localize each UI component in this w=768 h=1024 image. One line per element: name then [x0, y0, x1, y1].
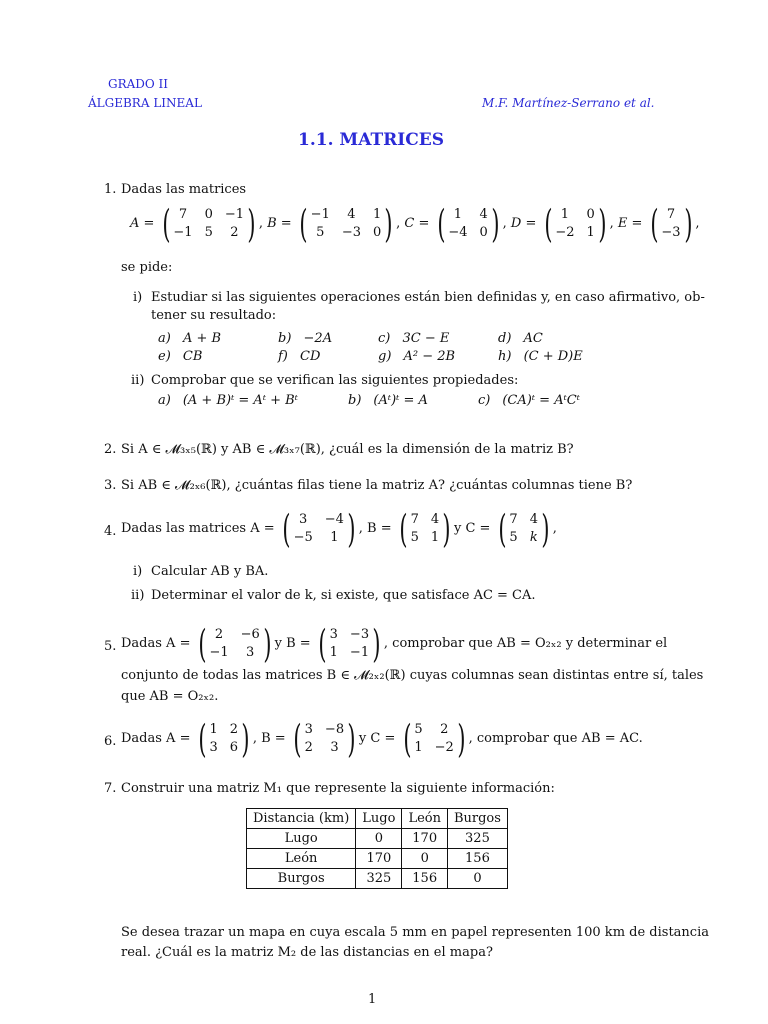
property-expression: (CA)ᵗ = AᵗCᵗ: [502, 393, 580, 408]
sep-b: , B =: [252, 731, 286, 747]
table-cell: 0: [402, 849, 448, 869]
matrix-entry: −1: [310, 207, 330, 222]
exercise-5-line2: conjunto de todas las matrices B ∈ 𝓜₂ₓ₂(ℝ) cuyas columnas sean distintas entre sí, tales: [121, 668, 704, 683]
operation-label: h): [498, 348, 516, 364]
matrix-entry: −3: [349, 627, 370, 642]
exercise-1-matrices: A = ( 7 0 −1 −1 5 2 ) , B = ( −1 4 1 5 −3 0 ) , C = ( 1 4 −4 0 ) , D = ( 1 0 −2 1 ) , E = ( 7 −3 ) ,: [130, 202, 700, 246]
matrix-entry: 5: [204, 225, 213, 240]
exercise-4-statement: [121, 507, 557, 551]
author-credit: M.F. Martínez-Serrano et al.: [482, 96, 655, 110]
matrix-entry: −1: [224, 207, 245, 222]
course-name: GRADO II: [108, 77, 169, 91]
matrix-entry: 5: [410, 530, 419, 545]
property-expression: (A + B)ᵗ = Aᵗ + Bᵗ: [182, 393, 298, 408]
matrix-entry: 7: [178, 207, 188, 222]
exercise-5-tail: , comprobar que AB = O₂ₓ₂ y determinar el: [383, 636, 668, 652]
matrix-c: ( 5 2 1 −2 ): [402, 717, 466, 761]
sep-b: y B =: [274, 636, 311, 652]
matrix-a: ( 3 −4 −5 1 ): [282, 507, 356, 551]
matrix-entry: 2: [304, 740, 313, 755]
table-cell: 170: [402, 829, 448, 849]
operation-label: e): [158, 348, 175, 364]
matrix-b: ( 7 4 5 1 ): [399, 507, 451, 551]
exercise-3-number: 3.: [104, 478, 117, 493]
property-label: c): [478, 393, 491, 408]
exercise-6-statement: [121, 717, 643, 761]
matrix-entry: −2: [555, 225, 575, 240]
operation-expression: CB: [182, 348, 203, 364]
se-pide-text: se pide:: [121, 260, 173, 275]
table-cell: León: [247, 849, 356, 869]
matrix-entry: −4: [448, 225, 468, 240]
operation-item: [378, 348, 498, 366]
property-label: a): [158, 393, 171, 408]
matrix-entry: 5: [509, 530, 518, 545]
matrix-entry: 1: [209, 722, 218, 737]
matrix-a: ( 2 −6 −1 3 ): [197, 622, 272, 666]
operation-item: [498, 330, 638, 348]
table-row: [247, 829, 508, 849]
matrix-entry: 7: [509, 512, 518, 527]
matrix-entry: 1: [586, 225, 595, 240]
matrix-a: ( 1 2 3 6 ): [197, 717, 250, 761]
operation-expression: −2A: [303, 331, 333, 346]
matrix-entry: 7: [410, 512, 419, 527]
matrix-entry: 3: [329, 627, 338, 642]
matrix-e: ( 7 −3 ): [649, 202, 693, 246]
sep-c: y C =: [453, 521, 491, 537]
table-header-cell: Lugo: [356, 809, 402, 829]
operation-expression: A + B: [182, 331, 222, 346]
matrix-entry: −4: [324, 512, 344, 527]
table-cell: 170: [356, 849, 402, 869]
operation-item: [278, 330, 378, 348]
item-i-text-line1: Estudiar si las siguientes operaciones están bien definidas y, en caso afirmativo, ob-: [151, 290, 705, 305]
matrix-entry: −5: [293, 530, 313, 545]
table-cell: 0: [356, 829, 402, 849]
operation-item: [378, 330, 498, 348]
property-item: [478, 392, 628, 410]
item-ii-label: ii): [131, 373, 145, 388]
table-header-cell: León: [402, 809, 448, 829]
exercise-7-number: 7.: [104, 781, 117, 796]
exercise-7-text: Construir una matriz M₁ que represente la siguiente información:: [121, 781, 555, 796]
property-expression: (Aᵗ)ᵗ = A: [373, 393, 428, 408]
table-cell: Lugo: [247, 829, 356, 849]
operation-label: a): [158, 331, 175, 346]
matrix-entry: −2: [434, 740, 454, 755]
sep-b: , B =: [358, 521, 392, 537]
table-cell: 0: [447, 869, 507, 889]
matrix-entry: 1: [414, 740, 423, 755]
ex4-item-ii-text: Determinar el valor de k, si existe, que satisface AC = CA.: [151, 588, 536, 603]
exercise-7-para-line1: Se desea trazar un mapa en cuya escala 5 mm en papel representen 100 km de distancia: [121, 925, 709, 940]
matrix-entry: 2: [230, 225, 239, 240]
matrix-entry: 4: [479, 207, 488, 222]
matrix-entry: 0: [373, 225, 382, 240]
table-row: [247, 869, 508, 889]
exercise-5-number: 5.: [104, 639, 117, 654]
exercise-5-statement: [121, 622, 668, 666]
matrix-entry: −3: [661, 225, 681, 240]
matrix-d: ( 1 0 −2 1 ): [543, 202, 607, 246]
matrix-entry: 3: [246, 645, 255, 660]
matrix-entry: 4: [529, 512, 538, 527]
operation-expression: CD: [300, 348, 321, 364]
matrix-b: ( −1 4 1 5 −3 0 ): [299, 202, 393, 246]
operation-expression: 3C − E: [402, 331, 450, 346]
operation-item: [158, 330, 278, 348]
operation-expression: A² − 2B: [403, 348, 456, 364]
operation-label: b): [278, 331, 296, 346]
matrix-entry: 0: [204, 207, 213, 222]
table-row: [247, 849, 508, 869]
item-ii-text: Comprobar que se verifican las siguientes propiedades:: [151, 373, 519, 388]
exercise-2-number: 2.: [104, 442, 117, 457]
operations-list: [158, 330, 638, 365]
matrix-entry: k: [529, 530, 538, 545]
matrix-entry: 1: [329, 645, 338, 660]
matrix-entry: 1: [430, 530, 440, 545]
subject-name: ÁLGEBRA LINEAL: [88, 96, 202, 110]
item-i-label: i): [133, 290, 143, 305]
table-header-cell: Burgos: [447, 809, 507, 829]
table-cell: 156: [447, 849, 507, 869]
matrix-entry: 3: [304, 722, 313, 737]
exercise-1-intro: Dadas las matrices: [121, 182, 247, 197]
matrix-entry: −6: [240, 627, 260, 642]
matrix-b: ( 3 −8 2 3 ): [293, 717, 356, 761]
matrix-entry: 1: [453, 207, 463, 222]
operation-label: f): [278, 348, 293, 364]
exercise-6-tail: , comprobar que AB = AC.: [468, 731, 643, 747]
exercise-5-line3: que AB = O₂ₓ₂.: [121, 689, 219, 704]
exercise-1-number: 1.: [104, 182, 117, 197]
operation-item: [498, 348, 638, 366]
matrix-entry: 2: [229, 722, 238, 737]
operation-expression: AC: [523, 331, 543, 346]
matrix-entry: −1: [173, 225, 193, 240]
property-item: [348, 392, 478, 410]
exercise-5-intro: Dadas A =: [121, 636, 191, 652]
exercise-6-number: 6.: [104, 734, 117, 749]
matrix-entry: 3: [330, 740, 339, 755]
exercise-3-text: Si AB ∈ 𝓜₂ₓ₆(ℝ), ¿cuántas filas tiene la matriz A? ¿cuántas columnas tiene B?: [121, 478, 633, 493]
matrix-entry: −1: [209, 645, 229, 660]
operation-item: [158, 348, 278, 366]
table-cell: 325: [447, 829, 507, 849]
matrix-entry: 1: [330, 530, 339, 545]
matrix-entry: 3: [299, 512, 308, 527]
matrix-entry: 1: [373, 207, 382, 222]
distance-table: [246, 808, 508, 889]
matrix-c: ( 1 4 −4 0 ): [436, 202, 500, 246]
matrix-entry: −8: [324, 722, 345, 737]
ex4-item-i-label: i): [133, 564, 143, 579]
matrix-entry: −1: [349, 645, 370, 660]
exercise-6-intro: Dadas A =: [121, 731, 191, 747]
matrix-a: ( 7 0 −1 −1 5 2 ): [161, 202, 256, 246]
exercise-2-text: Si A ∈ 𝓜₃ₓ₅(ℝ) y AB ∈ 𝓜₃ₓ₇(ℝ), ¿cuál es la dimensión de la matriz B?: [121, 442, 574, 457]
item-i-text-line2: tener su resultado:: [151, 308, 277, 323]
table-cell: 156: [402, 869, 448, 889]
matrix-entry: 2: [214, 627, 224, 642]
end-comma: ,: [552, 521, 557, 537]
table-cell: 325: [356, 869, 402, 889]
property-label: b): [348, 393, 362, 408]
page-title: 1.1. MATRICES: [298, 130, 444, 150]
matrix-entry: 0: [479, 225, 488, 240]
matrix-entry: 4: [347, 207, 356, 222]
operation-expression: (C + D)E: [523, 348, 583, 364]
matrix-b: ( 3 −3 1 −1 ): [318, 622, 381, 666]
exercise-7-para-line2: real. ¿Cuál es la matriz M₂ de las distancias en el mapa?: [121, 945, 493, 960]
ex4-item-i-text: Calcular AB y BA.: [151, 564, 269, 579]
table-header-row: [247, 809, 508, 829]
matrix-entry: −3: [341, 225, 362, 240]
matrix-entry: 0: [586, 207, 595, 222]
operation-item: [278, 348, 378, 366]
matrix-c: ( 7 4 5 k ): [497, 507, 550, 551]
sep-c: y C =: [358, 731, 396, 747]
exercise-4-number: 4.: [104, 524, 117, 539]
matrix-entry: 1: [560, 207, 570, 222]
matrix-entry: 3: [209, 740, 218, 755]
distance-table-wrap: [246, 808, 508, 889]
table-header-cell: Distancia (km): [247, 809, 356, 829]
exercise-4-intro: Dadas las matrices A =: [121, 521, 275, 537]
page-number: 1: [368, 992, 377, 1007]
table-cell: Burgos: [247, 869, 356, 889]
operation-label: g): [378, 348, 396, 364]
operation-label: d): [498, 331, 516, 346]
matrix-entry: 6: [229, 740, 238, 755]
properties-list: [158, 392, 628, 410]
ex4-item-ii-label: ii): [131, 588, 145, 603]
property-item: [158, 392, 348, 410]
operation-label: c): [378, 331, 395, 346]
matrix-entry: 5: [414, 722, 423, 737]
matrix-entry: 5: [316, 225, 325, 240]
matrix-entry: 7: [666, 207, 676, 222]
matrix-entry: 2: [440, 722, 449, 737]
matrix-entry: 4: [430, 512, 440, 527]
